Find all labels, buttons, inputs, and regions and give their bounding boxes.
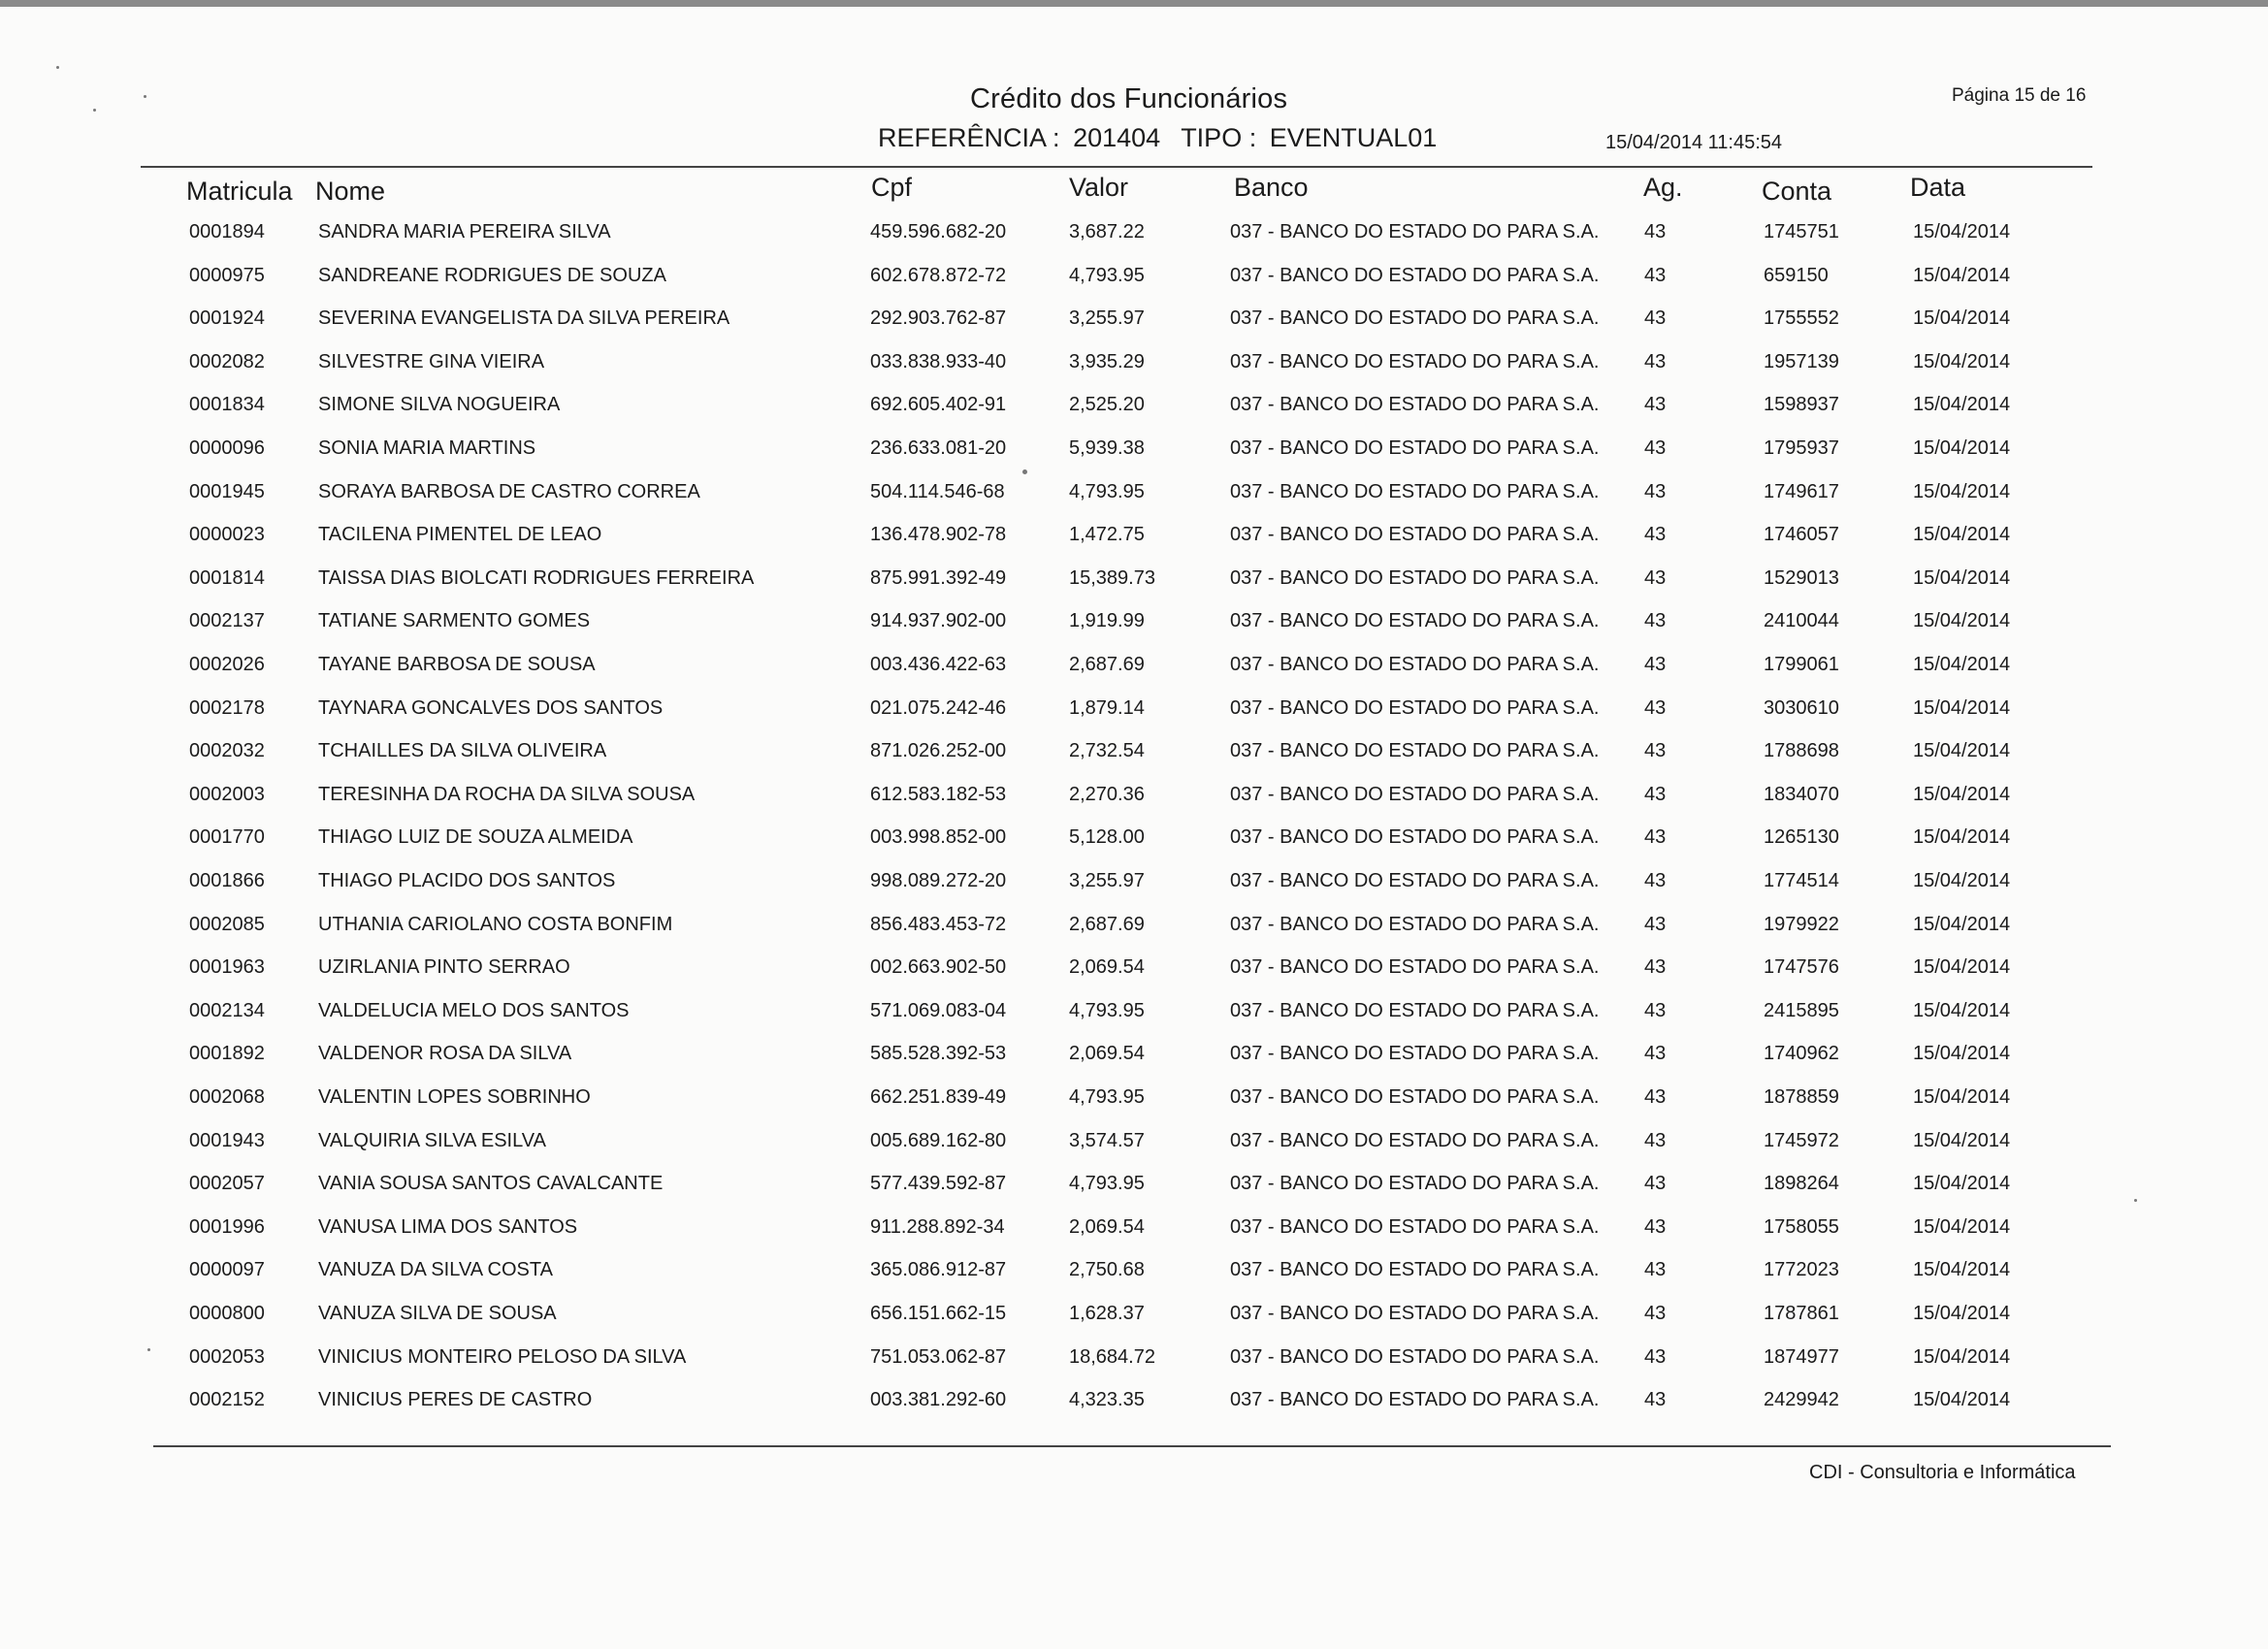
cell-conta: 1834070 bbox=[1764, 784, 1839, 805]
table-row bbox=[0, 826, 2268, 856]
cell-valor: 5,128.00 bbox=[1069, 826, 1145, 848]
cell-valor: 5,939.38 bbox=[1069, 437, 1145, 459]
cell-conta: 2415895 bbox=[1764, 1000, 1839, 1021]
cell-cpf: 504.114.546-68 bbox=[870, 481, 1005, 502]
cell-ag: 43 bbox=[1644, 1389, 1667, 1410]
cell-conta: 1755552 bbox=[1764, 307, 1839, 329]
cell-ag: 43 bbox=[1644, 524, 1667, 545]
cell-valor: 2,525.20 bbox=[1069, 394, 1145, 415]
cell-conta: 1898264 bbox=[1764, 1173, 1839, 1194]
cell-nome: TATIANE SARMENTO GOMES bbox=[318, 610, 591, 631]
cell-banco: 037 - BANCO DO ESTADO DO PARA S.A. bbox=[1230, 740, 1600, 761]
cell-conta: 1758055 bbox=[1764, 1216, 1839, 1238]
table-row bbox=[0, 1173, 2268, 1202]
cell-data: 15/04/2014 bbox=[1913, 524, 2011, 545]
cell-cpf: 005.689.162-80 bbox=[870, 1130, 1007, 1151]
cell-ag: 43 bbox=[1644, 826, 1667, 848]
cell-banco: 037 - BANCO DO ESTADO DO PARA S.A. bbox=[1230, 697, 1600, 719]
table-row bbox=[0, 1346, 2268, 1375]
cell-nome: UTHANIA CARIOLANO COSTA BONFIM bbox=[318, 914, 673, 935]
column-header-matricula: Matricula bbox=[186, 177, 293, 206]
cell-banco: 037 - BANCO DO ESTADO DO PARA S.A. bbox=[1230, 826, 1600, 848]
cell-conta: 1772023 bbox=[1764, 1259, 1839, 1280]
type-label: TIPO : bbox=[1181, 123, 1257, 152]
cell-data: 15/04/2014 bbox=[1913, 265, 2011, 286]
column-header-conta: Conta bbox=[1762, 177, 1832, 206]
cell-cpf: 003.436.422-63 bbox=[870, 654, 1007, 675]
table-row bbox=[0, 610, 2268, 639]
cell-conta: 659150 bbox=[1764, 265, 1829, 286]
cell-nome: SORAYA BARBOSA DE CASTRO CORREA bbox=[318, 481, 700, 502]
cell-data: 15/04/2014 bbox=[1913, 1389, 2011, 1410]
column-header-banco: Banco bbox=[1234, 173, 1309, 202]
cell-banco: 037 - BANCO DO ESTADO DO PARA S.A. bbox=[1230, 1086, 1600, 1108]
cell-valor: 3,255.97 bbox=[1069, 870, 1145, 891]
cell-matricula: 0001996 bbox=[189, 1216, 265, 1238]
reference-line bbox=[878, 123, 1442, 153]
cell-cpf: 998.089.272-20 bbox=[870, 870, 1007, 891]
cell-cpf: 656.151.662-15 bbox=[870, 1303, 1007, 1324]
cell-conta: 1878859 bbox=[1764, 1086, 1839, 1108]
cell-ag: 43 bbox=[1644, 784, 1667, 805]
header-divider bbox=[141, 166, 2092, 168]
cell-banco: 037 - BANCO DO ESTADO DO PARA S.A. bbox=[1230, 1173, 1600, 1194]
cell-valor: 2,270.36 bbox=[1069, 784, 1145, 805]
cell-nome: VALDELUCIA MELO DOS SANTOS bbox=[318, 1000, 630, 1021]
cell-banco: 037 - BANCO DO ESTADO DO PARA S.A. bbox=[1230, 1346, 1600, 1368]
cell-nome: TAYANE BARBOSA DE SOUSA bbox=[318, 654, 596, 675]
cell-cpf: 033.838.933-40 bbox=[870, 351, 1007, 372]
cell-ag: 43 bbox=[1644, 1216, 1667, 1238]
cell-cpf: 751.053.062-87 bbox=[870, 1346, 1007, 1368]
cell-ag: 43 bbox=[1644, 610, 1667, 631]
cell-banco: 037 - BANCO DO ESTADO DO PARA S.A. bbox=[1230, 1043, 1600, 1064]
column-header-nome: Nome bbox=[315, 177, 386, 206]
cell-banco: 037 - BANCO DO ESTADO DO PARA S.A. bbox=[1230, 1389, 1600, 1410]
cell-conta: 2410044 bbox=[1764, 610, 1839, 631]
cell-ag: 43 bbox=[1644, 1043, 1667, 1064]
cell-matricula: 0002178 bbox=[189, 697, 265, 719]
cell-cpf: 692.605.402-91 bbox=[870, 394, 1007, 415]
page-number: Página 15 de 16 bbox=[1952, 85, 2087, 106]
cell-banco: 037 - BANCO DO ESTADO DO PARA S.A. bbox=[1230, 265, 1600, 286]
footer-divider bbox=[153, 1445, 2111, 1447]
cell-nome: SANDREANE RODRIGUES DE SOUZA bbox=[318, 265, 666, 286]
cell-ag: 43 bbox=[1644, 394, 1667, 415]
cell-valor: 3,687.22 bbox=[1069, 221, 1145, 242]
cell-data: 15/04/2014 bbox=[1913, 1259, 2011, 1280]
table-row bbox=[0, 914, 2268, 943]
table-row bbox=[0, 307, 2268, 337]
cell-data: 15/04/2014 bbox=[1913, 784, 2011, 805]
cell-conta: 1799061 bbox=[1764, 654, 1839, 675]
scan-speck bbox=[93, 109, 96, 112]
table-row bbox=[0, 740, 2268, 769]
cell-ag: 43 bbox=[1644, 1000, 1667, 1021]
cell-cpf: 021.075.242-46 bbox=[870, 697, 1007, 719]
cell-cpf: 875.991.392-49 bbox=[870, 567, 1007, 589]
cell-valor: 2,750.68 bbox=[1069, 1259, 1145, 1280]
table-row bbox=[0, 1389, 2268, 1418]
table-row bbox=[0, 1259, 2268, 1288]
cell-matricula: 0000097 bbox=[189, 1259, 265, 1280]
cell-cpf: 003.381.292-60 bbox=[870, 1389, 1007, 1410]
cell-data: 15/04/2014 bbox=[1913, 870, 2011, 891]
cell-nome: VINICIUS MONTEIRO PELOSO DA SILVA bbox=[318, 1346, 687, 1368]
cell-nome: UZIRLANIA PINTO SERRAO bbox=[318, 956, 570, 978]
cell-ag: 43 bbox=[1644, 351, 1667, 372]
reference-label: REFERÊNCIA : bbox=[878, 123, 1060, 152]
table-row bbox=[0, 481, 2268, 510]
cell-conta: 1788698 bbox=[1764, 740, 1839, 761]
cell-matricula: 0002053 bbox=[189, 1346, 265, 1368]
cell-conta: 1787861 bbox=[1764, 1303, 1839, 1324]
cell-nome: TERESINHA DA ROCHA DA SILVA SOUSA bbox=[318, 784, 696, 805]
cell-ag: 43 bbox=[1644, 654, 1667, 675]
cell-cpf: 003.998.852-00 bbox=[870, 826, 1007, 848]
cell-cpf: 459.596.682-20 bbox=[870, 221, 1007, 242]
cell-matricula: 0002032 bbox=[189, 740, 265, 761]
cell-nome: SILVESTRE GINA VIEIRA bbox=[318, 351, 545, 372]
cell-nome: VANUSA LIMA DOS SANTOS bbox=[318, 1216, 578, 1238]
cell-conta: 1598937 bbox=[1764, 394, 1839, 415]
cell-data: 15/04/2014 bbox=[1913, 394, 2011, 415]
cell-banco: 037 - BANCO DO ESTADO DO PARA S.A. bbox=[1230, 870, 1600, 891]
cell-cpf: 365.086.912-87 bbox=[870, 1259, 1007, 1280]
cell-ag: 43 bbox=[1644, 481, 1667, 502]
cell-valor: 4,793.95 bbox=[1069, 1173, 1145, 1194]
cell-matricula: 0000975 bbox=[189, 265, 265, 286]
cell-matricula: 0000800 bbox=[189, 1303, 265, 1324]
cell-matricula: 0002003 bbox=[189, 784, 265, 805]
cell-nome: VALENTIN LOPES SOBRINHO bbox=[318, 1086, 591, 1108]
cell-ag: 43 bbox=[1644, 265, 1667, 286]
table-row bbox=[0, 697, 2268, 727]
table-row bbox=[0, 394, 2268, 423]
cell-cpf: 292.903.762-87 bbox=[870, 307, 1007, 329]
cell-valor: 1,879.14 bbox=[1069, 697, 1145, 719]
cell-matricula: 0002152 bbox=[189, 1389, 265, 1410]
table-row bbox=[0, 1043, 2268, 1072]
cell-matricula: 0002134 bbox=[189, 1000, 265, 1021]
cell-data: 15/04/2014 bbox=[1913, 1346, 2011, 1368]
column-header-data: Data bbox=[1910, 173, 1966, 202]
cell-cpf: 612.583.182-53 bbox=[870, 784, 1007, 805]
cell-banco: 037 - BANCO DO ESTADO DO PARA S.A. bbox=[1230, 221, 1600, 242]
cell-data: 15/04/2014 bbox=[1913, 1173, 2011, 1194]
cell-cpf: 136.478.902-78 bbox=[870, 524, 1007, 545]
cell-valor: 4,323.35 bbox=[1069, 1389, 1145, 1410]
table-row bbox=[0, 351, 2268, 380]
table-row bbox=[0, 221, 2268, 250]
cell-nome: SIMONE SILVA NOGUEIRA bbox=[318, 394, 561, 415]
cell-cpf: 914.937.902-00 bbox=[870, 610, 1007, 631]
cell-matricula: 0001894 bbox=[189, 221, 265, 242]
table-row bbox=[0, 784, 2268, 813]
column-header-valor: Valor bbox=[1069, 173, 1129, 202]
cell-data: 15/04/2014 bbox=[1913, 1000, 2011, 1021]
cell-ag: 43 bbox=[1644, 914, 1667, 935]
cell-cpf: 585.528.392-53 bbox=[870, 1043, 1007, 1064]
cell-matricula: 0001963 bbox=[189, 956, 265, 978]
table-row bbox=[0, 1130, 2268, 1159]
cell-data: 15/04/2014 bbox=[1913, 437, 2011, 459]
cell-banco: 037 - BANCO DO ESTADO DO PARA S.A. bbox=[1230, 1259, 1600, 1280]
cell-valor: 2,687.69 bbox=[1069, 914, 1145, 935]
cell-conta: 1747576 bbox=[1764, 956, 1839, 978]
cell-nome: TAYNARA GONCALVES DOS SANTOS bbox=[318, 697, 664, 719]
cell-nome: THIAGO PLACIDO DOS SANTOS bbox=[318, 870, 616, 891]
cell-ag: 43 bbox=[1644, 307, 1667, 329]
cell-valor: 2,069.54 bbox=[1069, 1043, 1145, 1064]
cell-ag: 43 bbox=[1644, 221, 1667, 242]
cell-nome: VANIA SOUSA SANTOS CAVALCANTE bbox=[318, 1173, 664, 1194]
cell-valor: 2,069.54 bbox=[1069, 956, 1145, 978]
cell-matricula: 0001770 bbox=[189, 826, 265, 848]
cell-banco: 037 - BANCO DO ESTADO DO PARA S.A. bbox=[1230, 307, 1600, 329]
cell-conta: 3030610 bbox=[1764, 697, 1839, 719]
report-title: Crédito dos Funcionários bbox=[970, 83, 1288, 114]
table-row bbox=[0, 1000, 2268, 1029]
cell-nome: SEVERINA EVANGELISTA DA SILVA PEREIRA bbox=[318, 307, 730, 329]
cell-data: 15/04/2014 bbox=[1913, 1216, 2011, 1238]
table-row bbox=[0, 1216, 2268, 1245]
cell-ag: 43 bbox=[1644, 956, 1667, 978]
cell-banco: 037 - BANCO DO ESTADO DO PARA S.A. bbox=[1230, 567, 1600, 589]
cell-ag: 43 bbox=[1644, 1173, 1667, 1194]
scan-speck bbox=[56, 66, 59, 69]
type-value: EVENTUAL01 bbox=[1269, 123, 1438, 152]
cell-matricula: 0001945 bbox=[189, 481, 265, 502]
cell-banco: 037 - BANCO DO ESTADO DO PARA S.A. bbox=[1230, 437, 1600, 459]
cell-banco: 037 - BANCO DO ESTADO DO PARA S.A. bbox=[1230, 481, 1600, 502]
cell-matricula: 0002057 bbox=[189, 1173, 265, 1194]
cell-nome: SONIA MARIA MARTINS bbox=[318, 437, 536, 459]
table-row bbox=[0, 1303, 2268, 1332]
cell-valor: 1,472.75 bbox=[1069, 524, 1145, 545]
cell-data: 15/04/2014 bbox=[1913, 567, 2011, 589]
cell-matricula: 0001814 bbox=[189, 567, 265, 589]
cell-matricula: 0002026 bbox=[189, 654, 265, 675]
cell-matricula: 0002085 bbox=[189, 914, 265, 935]
table-row bbox=[0, 1086, 2268, 1116]
cell-valor: 3,935.29 bbox=[1069, 351, 1145, 372]
cell-ag: 43 bbox=[1644, 1259, 1667, 1280]
cell-cpf: 577.439.592-87 bbox=[870, 1173, 1007, 1194]
cell-conta: 1265130 bbox=[1764, 826, 1839, 848]
cell-banco: 037 - BANCO DO ESTADO DO PARA S.A. bbox=[1230, 524, 1600, 545]
cell-ag: 43 bbox=[1644, 437, 1667, 459]
cell-data: 15/04/2014 bbox=[1913, 1086, 2011, 1108]
cell-valor: 1,919.99 bbox=[1069, 610, 1145, 631]
cell-ag: 43 bbox=[1644, 1086, 1667, 1108]
cell-cpf: 602.678.872-72 bbox=[870, 265, 1007, 286]
cell-cpf: 236.633.081-20 bbox=[870, 437, 1007, 459]
cell-conta: 1740962 bbox=[1764, 1043, 1839, 1064]
table-row bbox=[0, 654, 2268, 683]
cell-matricula: 0000096 bbox=[189, 437, 265, 459]
cell-data: 15/04/2014 bbox=[1913, 826, 2011, 848]
cell-data: 15/04/2014 bbox=[1913, 481, 2011, 502]
reference-value: 201404 bbox=[1073, 123, 1161, 152]
cell-matricula: 0001943 bbox=[189, 1130, 265, 1151]
cell-nome: VANUZA SILVA DE SOUSA bbox=[318, 1303, 557, 1324]
cell-data: 15/04/2014 bbox=[1913, 1130, 2011, 1151]
cell-nome: TAISSA DIAS BIOLCATI RODRIGUES FERREIRA bbox=[318, 567, 755, 589]
column-header-cpf: Cpf bbox=[871, 173, 913, 202]
cell-nome: VINICIUS PERES DE CASTRO bbox=[318, 1389, 593, 1410]
cell-conta: 2429942 bbox=[1764, 1389, 1839, 1410]
cell-data: 15/04/2014 bbox=[1913, 1303, 2011, 1324]
cell-ag: 43 bbox=[1644, 1346, 1667, 1368]
cell-nome: THIAGO LUIZ DE SOUZA ALMEIDA bbox=[318, 826, 633, 848]
cell-matricula: 0002137 bbox=[189, 610, 265, 631]
cell-data: 15/04/2014 bbox=[1913, 1043, 2011, 1064]
cell-valor: 1,628.37 bbox=[1069, 1303, 1145, 1324]
cell-cpf: 002.663.902-50 bbox=[870, 956, 1007, 978]
cell-conta: 1529013 bbox=[1764, 567, 1839, 589]
cell-banco: 037 - BANCO DO ESTADO DO PARA S.A. bbox=[1230, 1303, 1600, 1324]
cell-banco: 037 - BANCO DO ESTADO DO PARA S.A. bbox=[1230, 914, 1600, 935]
cell-nome: VANUZA DA SILVA COSTA bbox=[318, 1259, 553, 1280]
cell-matricula: 0000023 bbox=[189, 524, 265, 545]
cell-data: 15/04/2014 bbox=[1913, 307, 2011, 329]
cell-valor: 4,793.95 bbox=[1069, 265, 1145, 286]
cell-ag: 43 bbox=[1644, 1303, 1667, 1324]
table-row bbox=[0, 956, 2268, 986]
cell-banco: 037 - BANCO DO ESTADO DO PARA S.A. bbox=[1230, 784, 1600, 805]
cell-matricula: 0001866 bbox=[189, 870, 265, 891]
cell-data: 15/04/2014 bbox=[1913, 697, 2011, 719]
cell-ag: 43 bbox=[1644, 1130, 1667, 1151]
cell-conta: 1745972 bbox=[1764, 1130, 1839, 1151]
cell-matricula: 0002082 bbox=[189, 351, 265, 372]
table-row bbox=[0, 567, 2268, 597]
cell-cpf: 856.483.453-72 bbox=[870, 914, 1007, 935]
cell-matricula: 0002068 bbox=[189, 1086, 265, 1108]
cell-nome: TCHAILLES DA SILVA OLIVEIRA bbox=[318, 740, 607, 761]
cell-data: 15/04/2014 bbox=[1913, 351, 2011, 372]
cell-matricula: 0001892 bbox=[189, 1043, 265, 1064]
cell-valor: 4,793.95 bbox=[1069, 481, 1145, 502]
cell-ag: 43 bbox=[1644, 740, 1667, 761]
cell-valor: 2,069.54 bbox=[1069, 1216, 1145, 1238]
cell-cpf: 911.288.892-34 bbox=[870, 1216, 1005, 1238]
cell-valor: 2,687.69 bbox=[1069, 654, 1145, 675]
cell-ag: 43 bbox=[1644, 697, 1667, 719]
cell-banco: 037 - BANCO DO ESTADO DO PARA S.A. bbox=[1230, 1130, 1600, 1151]
cell-valor: 4,793.95 bbox=[1069, 1000, 1145, 1021]
cell-matricula: 0001834 bbox=[189, 394, 265, 415]
cell-conta: 1795937 bbox=[1764, 437, 1839, 459]
cell-valor: 18,684.72 bbox=[1069, 1346, 1155, 1368]
cell-banco: 037 - BANCO DO ESTADO DO PARA S.A. bbox=[1230, 654, 1600, 675]
generated-timestamp: 15/04/2014 11:45:54 bbox=[1605, 132, 1783, 153]
cell-data: 15/04/2014 bbox=[1913, 610, 2011, 631]
scan-speck bbox=[1022, 469, 1027, 474]
cell-banco: 037 - BANCO DO ESTADO DO PARA S.A. bbox=[1230, 351, 1600, 372]
cell-banco: 037 - BANCO DO ESTADO DO PARA S.A. bbox=[1230, 956, 1600, 978]
cell-valor: 2,732.54 bbox=[1069, 740, 1145, 761]
cell-conta: 1979922 bbox=[1764, 914, 1839, 935]
cell-banco: 037 - BANCO DO ESTADO DO PARA S.A. bbox=[1230, 394, 1600, 415]
footer-company: CDI - Consultoria e Informática bbox=[1809, 1462, 2076, 1483]
cell-data: 15/04/2014 bbox=[1913, 221, 2011, 242]
table-row bbox=[0, 870, 2268, 899]
cell-ag: 43 bbox=[1644, 567, 1667, 589]
cell-matricula: 0001924 bbox=[189, 307, 265, 329]
cell-valor: 15,389.73 bbox=[1069, 567, 1155, 589]
table-row bbox=[0, 265, 2268, 294]
table-row bbox=[0, 437, 2268, 467]
cell-nome: VALQUIRIA SILVA ESILVA bbox=[318, 1130, 546, 1151]
cell-cpf: 571.069.083-04 bbox=[870, 1000, 1007, 1021]
cell-data: 15/04/2014 bbox=[1913, 914, 2011, 935]
cell-conta: 1749617 bbox=[1764, 481, 1839, 502]
cell-data: 15/04/2014 bbox=[1913, 956, 2011, 978]
cell-conta: 1745751 bbox=[1764, 221, 1839, 242]
cell-conta: 1746057 bbox=[1764, 524, 1839, 545]
scan-speck bbox=[144, 95, 146, 98]
cell-nome: TACILENA PIMENTEL DE LEAO bbox=[318, 524, 602, 545]
cell-nome: SANDRA MARIA PEREIRA SILVA bbox=[318, 221, 611, 242]
cell-banco: 037 - BANCO DO ESTADO DO PARA S.A. bbox=[1230, 610, 1600, 631]
cell-banco: 037 - BANCO DO ESTADO DO PARA S.A. bbox=[1230, 1000, 1600, 1021]
cell-valor: 3,574.57 bbox=[1069, 1130, 1145, 1151]
cell-cpf: 871.026.252-00 bbox=[870, 740, 1007, 761]
cell-data: 15/04/2014 bbox=[1913, 740, 2011, 761]
cell-cpf: 662.251.839-49 bbox=[870, 1086, 1007, 1108]
cell-conta: 1774514 bbox=[1764, 870, 1839, 891]
cell-banco: 037 - BANCO DO ESTADO DO PARA S.A. bbox=[1230, 1216, 1600, 1238]
scan-top-edge bbox=[0, 0, 2268, 7]
table-row bbox=[0, 524, 2268, 553]
column-header-ag: Ag. bbox=[1643, 173, 1683, 202]
cell-data: 15/04/2014 bbox=[1913, 654, 2011, 675]
cell-valor: 4,793.95 bbox=[1069, 1086, 1145, 1108]
cell-conta: 1957139 bbox=[1764, 351, 1839, 372]
cell-ag: 43 bbox=[1644, 870, 1667, 891]
cell-valor: 3,255.97 bbox=[1069, 307, 1145, 329]
cell-nome: VALDENOR ROSA DA SILVA bbox=[318, 1043, 572, 1064]
cell-conta: 1874977 bbox=[1764, 1346, 1839, 1368]
